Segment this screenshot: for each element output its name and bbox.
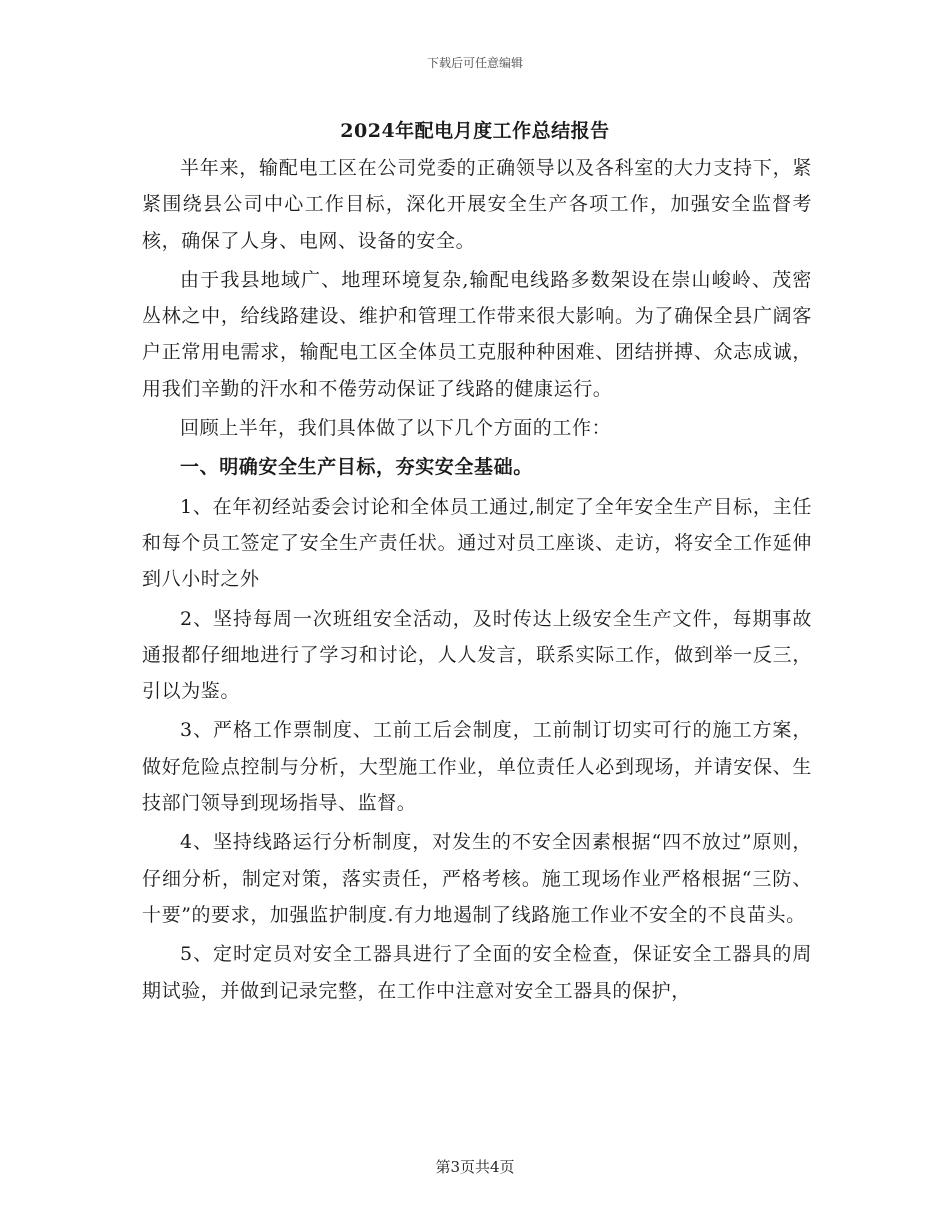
document-body [142,150,812,1012]
paragraph-item-2: 2、坚持每周一次班组安全活动，及时传达上级安全生产文件，每期事故通报都仔细地进行了学习和讨论，人人发言，联系实际工作，做到举一反三，引以为鉴。 [142,607,812,703]
paragraph-background: 由于我县地域广、地理环境复杂,输配电线路多数架设在崇山峻岭、茂密丛林之中，给线路建设、维护和管理工作带来很大影响。为了确保全县广阔客户正常用电需求，输配电工区全体员工克服种种困难、团结拼搏、众志成诚，用我们辛勤的汗水和不倦劳动保证了线路的健康运行。 [142,268,812,400]
paragraph-item-3: 3、严格工作票制度、工前工后会制度，工前制订切实可行的施工方案，做好危险点控制与分析，大型施工作业，单位责任人必到现场，并请安保、生技部门领导到现场指导、监督。 [142,719,812,815]
paragraph-item-4: 4、坚持线路运行分析制度，对发生的不安全因素根据“四不放过”原则，仔细分析，制定对策，落实责任，严格考核。施工现场作业严格根据“三防、十要”的要求，加强监护制度.有力地遏制了线路施工作业不安全的不良苗头。 [142,831,812,926]
document-title: 2024年配电月度工作总结报告 [340,120,610,142]
paragraph-item-1: 1、在年初经站委会讨论和全体员工通过,制定了全年安全生产目标，主任和每个员工签定了安全生产责任状。通过对员工座谈、走访，将安全工作延伸到八小时之外 [142,495,812,591]
paragraph-review: 回顾上半年，我们具体做了以下几个方面的工作： [180,417,612,440]
page-number: 第3页共4页 [435,1158,515,1176]
paragraph-intro: 半年来，输配电工区在公司党委的正确领导以及各科室的大力支持下，紧紧围绕县公司中心工作目标，深化开展安全生产各项工作，加强安全监督考核，确保了人身、电网、设备的安全。 [142,157,812,252]
paragraph-item-5: 5、定时定员对安全工器具进行了全面的安全检查，保证安全工器具的周期试验，并做到记录完整，在工作中注意对安全工器具的保护， [142,943,812,1002]
section-heading-1: 一、明确安全生产目标，夯实安全基础。 [180,456,533,479]
header-note: 下载后可任意编辑 [426,56,523,70]
